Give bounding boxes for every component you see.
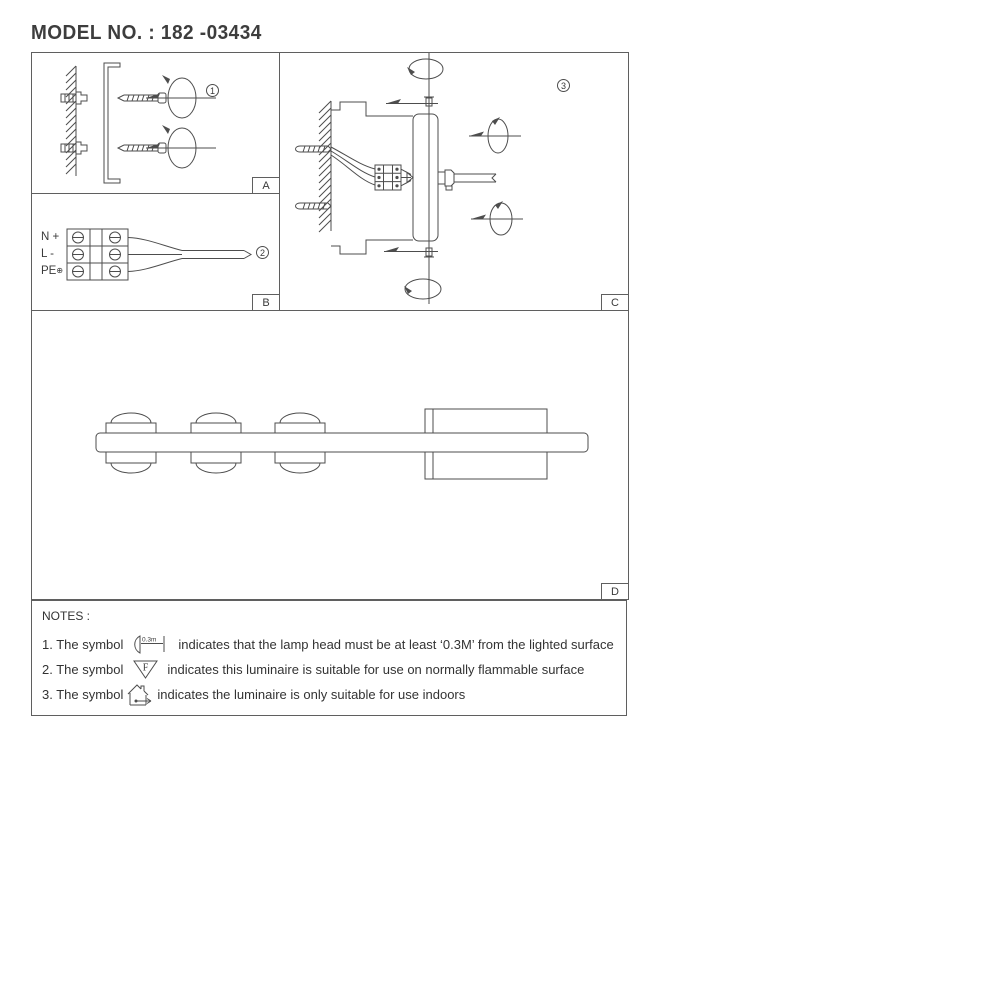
earth-icon: ⊕ [56,266,64,275]
mains-cable [182,251,251,259]
panel-label-d: D [601,583,628,599]
panel-d-luminaire [32,311,628,599]
wall-anchor-icon [61,142,87,154]
notes-heading: NOTES : [42,609,91,623]
min-distance-0.3m-icon [128,632,168,656]
terminal-label-l: L - [41,248,54,260]
cable-connector [438,170,496,190]
step-number-badge: 2 [256,246,269,259]
note-2-text: indicates this luminaire is suitable for use on normally flammable surface [167,661,585,677]
panel-b-wiring [32,194,280,311]
luminaire-drawing [32,311,628,599]
panel-label-a: A [252,177,279,193]
screw-icon [384,247,438,257]
rotation-arrow-icon [146,75,216,118]
svg-text:0.3m: 0.3m [142,636,157,644]
wall-hatch [66,66,76,176]
rotation-arrow-icon [146,125,216,168]
terminal-block [67,229,128,280]
wall-hatch [319,101,331,232]
indoor-use-house-icon [125,682,154,707]
panel-label-c: C [601,294,628,310]
notes-section [31,600,627,716]
flammable-surface-F-icon [132,658,159,681]
installation-diagram [31,52,629,600]
mounting-bracket [104,63,120,183]
wires [128,238,182,272]
rotation-arrow-icon [469,117,521,153]
wall-anchor-icon [61,92,87,104]
lamp-bar [96,433,588,452]
page-title: MODEL NO. : 182 -03434 [31,22,262,44]
rotation-arrow-icon [471,201,523,235]
wires [331,147,375,185]
rotation-arrow-icon [404,279,441,299]
wall-fixing-drawing [32,53,280,193]
terminal-block [375,165,413,190]
note-1-prefix: 1. The symbol [42,636,124,652]
panel-a-wall-fixing [32,53,280,194]
step-number-badge: 1 [206,84,219,97]
note-item-3 [42,682,465,706]
panel-c-fixture-mounting [280,53,628,311]
terminal-label-n: N + [41,231,60,243]
wiring-drawing [32,194,280,310]
panel-label-b: B [252,294,279,310]
fixture-mounting-drawing [280,53,628,310]
rotation-arrow-icon [407,59,443,79]
screw-icon [386,97,438,106]
note-3-prefix: 3. The symbol [42,686,124,702]
note-1-text: indicates that the lamp head must be at least ‘0.3M’ from the lighted surface [178,636,614,652]
note-item-1 [42,632,614,656]
terminal-label-pe: PE⊕ [41,265,64,277]
svg-text:F: F [143,662,149,673]
fixture-plate [413,114,438,241]
note-3-text: indicates the luminaire is only suitable for use indoors [157,686,466,702]
note-item-2 [42,657,584,681]
step-number-badge: 3 [557,79,570,92]
note-2-prefix: 2. The symbol [42,661,124,677]
